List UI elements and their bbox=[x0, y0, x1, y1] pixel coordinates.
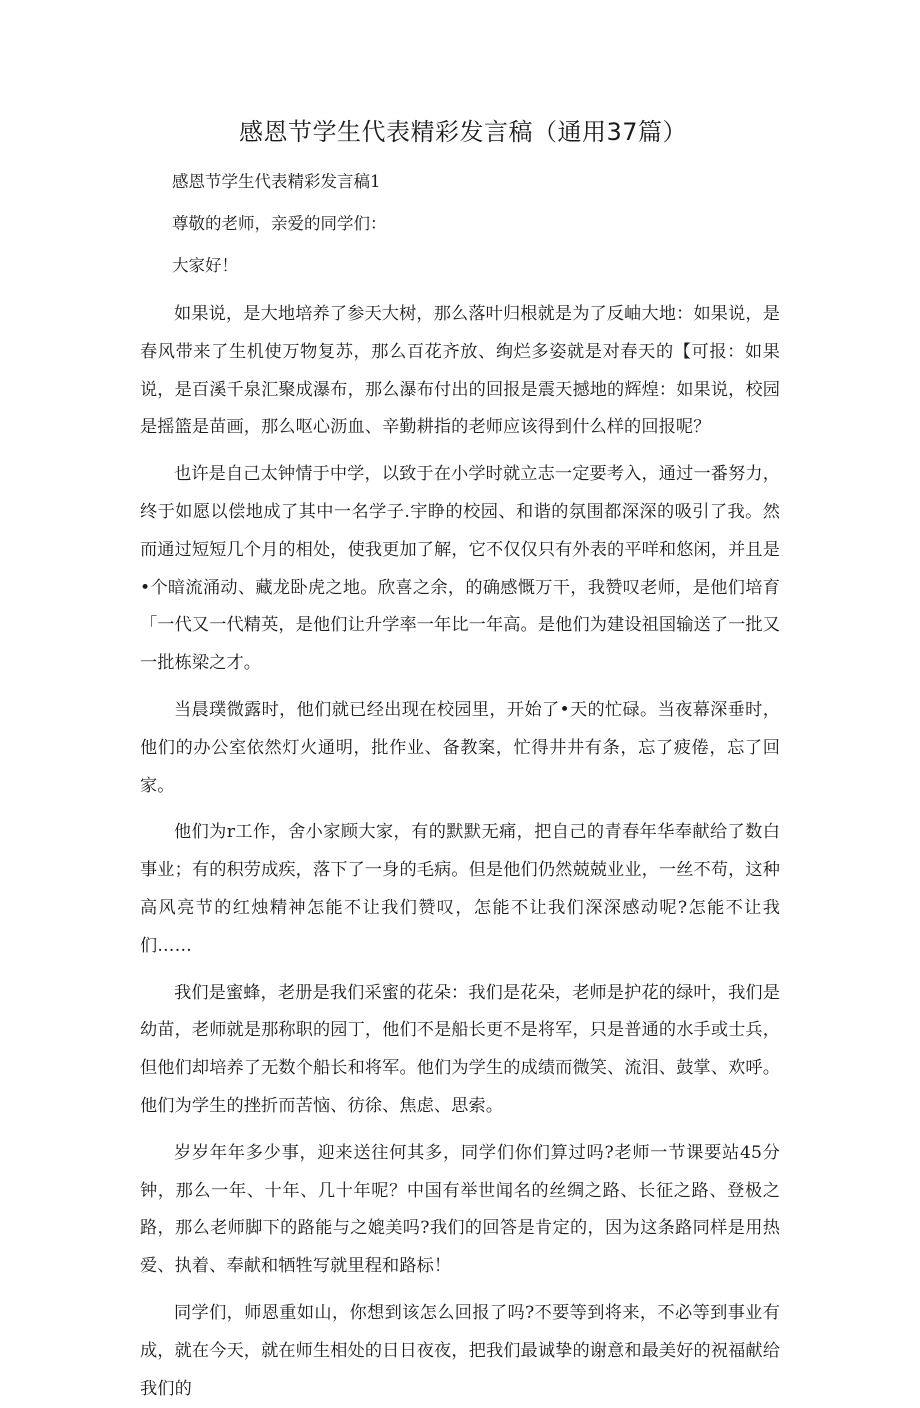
salutation: 尊敬的老师，亲爱的同学们： bbox=[172, 214, 387, 233]
document-title: 感恩节学生代表精彩发言稿（通用37篇） bbox=[238, 118, 688, 146]
section-heading: 感恩节学生代表精彩发言稿1 bbox=[172, 172, 381, 191]
body-paragraph: 他们为r工作，舍小家顾大家，有的默默无痛，把自己的青春年华奉献给了数白事业；有的积劳成疾，落下了一身的毛病。但是他们仍然兢兢业业，一丝不苟，这种高风亮节的红烛精神怎能不让我们赞叹，怎能不让我们深深感动呢?怎能不让我们…… bbox=[140, 822, 780, 956]
body-paragraph: 我们是蜜蜂，老册是我们采蜜的花朵：我们是花朵，老师是护花的绿叶，我们是幼苗，老师就是那称职的园丁，他们不是船长更不是将军，只是普通的水手或士兵，但他们却培养了无数个船长和将军。他们为学生的成绩而微笑、流泪、鼓掌、欢呼。他们为学生的挫折而苦恼、彷徐、焦虑、思索。 bbox=[140, 982, 780, 1116]
body-paragraph: 如果说，是大地培养了参天大树，那么落叶归根就是为了反岫大地：如果说，是春风带来了生机使万物复苏，那么百花齐放、绚烂多姿就是对春天的【可报：如果说，是百溪千泉汇聚成瀑布，那么瀑布付出的回报是震天撼地的辉煌：如果说，校园是摇篮是苗画，那么呕心沥血、辛勤耕指的老师应该得到什么样的回报呢？ bbox=[140, 304, 780, 438]
body-paragraph: 也许是自己太钟情于中学，以致于在小学时就立志一定要考入，通过一番努力，终于如愿以偿地成了其中一名学子.宇睁的校园、和谐的氛围都深深的吸引了我。然而通过短短几个月的相处，使我更加了解，它不仅仅只有外表的平咩和悠闲，并且是•个暗流涌动、藏龙卧虎之地。欣喜之余，的确感慨万干，我赞叹老师，是他们培育「一代又一代精英，是他们让升学率一年比一年高。是他们为建设祖国输送了一批又一批栋梁之才。 bbox=[140, 464, 780, 674]
body-paragraph: 岁岁年年多少事，迎来送往何其多，同学们你们算过吗?老师一节课要站45分钟，那么一年、十年、几十年呢？中国有举世闻名的丝绸之路、长征之路、登极之路，那么老师脚下的路能与之媲美吗?我们的回答是肯定的，因为这条路同样是用热爱、执着、奉献和牺牲写就里程和路标！ bbox=[140, 1142, 780, 1277]
greeting: 大家好！ bbox=[172, 256, 238, 275]
body-paragraph: 同学们，师恩重如山，你想到该怎么回报了吗?不要等到将来，不必等到事业有成，就在今天，就在师生相处的日日夜夜，把我们最诚挚的谢意和最美好的祝福献给我们的 bbox=[140, 1302, 780, 1399]
body-paragraph: 当晨璞微露时，他们就已经出现在校园里，开始了•天的忙碌。当夜幕深垂时，他们的办公室依然灯火通明，批作业、备教案，忙得井井有条，忘了疲倦，忘了回家。 bbox=[140, 699, 780, 796]
